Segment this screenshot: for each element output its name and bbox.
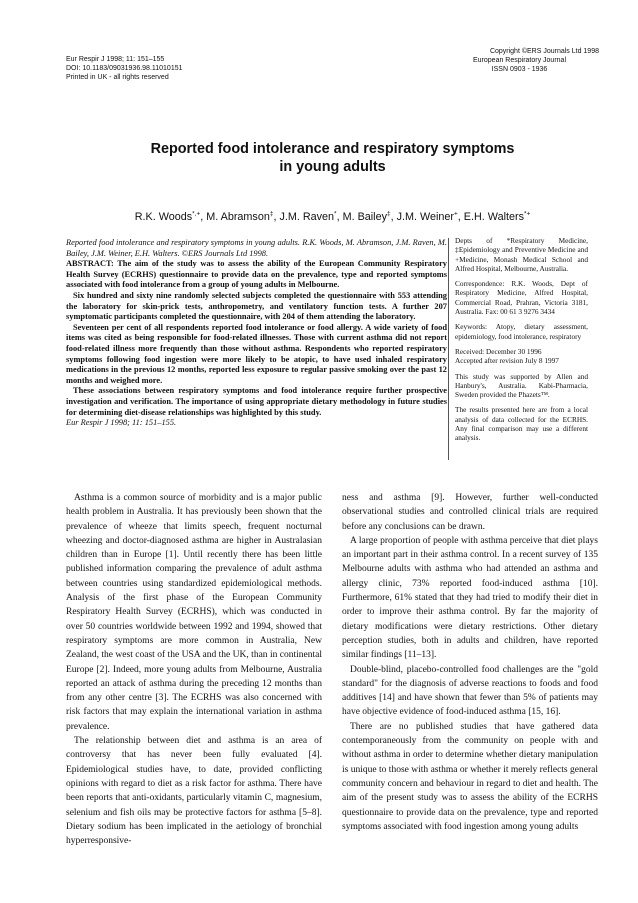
- abstract-paragraph: Six hundred and sixty nine randomly selected subjects completed the questionnaire with 553 attending the laboratory for skin-prick tests, anthropometry, and ventilatory function tests. A further 207 symptomatic participants completed the questionnaire, with 204 of them attending the laboratory.: [66, 290, 447, 322]
- body-paragraph: A large proportion of people with asthma perceive that diet plays an important part in their asthma control. In a recent survey of 135 Melbourne adults with asthma who had attended an asthma and allergy clinic, 73% reported food-induced asthma [10]. Furthermore, 61% stated that they had tried to modify their diet in order to improve their asthma control. By far the majority of dietary modifications were dietary restrictions. Other dietary perception studies, both in adults and children, have reported similar findings [11–13].: [342, 535, 598, 661]
- author: R.K. Woods*,+: [134, 210, 201, 223]
- author: E.H. Walters*+: [463, 210, 531, 223]
- body-paragraph: Double-blind, placebo-controlled food challenges are the "gold standard" for the diagnosis of adverse reactions to foods and food additives [14] and have shown that fewer than 5% of patients may have objective evidence of food-induced asthma [15, 16].: [342, 664, 598, 718]
- affiliations: Depts of *Respiratory Medicine, ‡Epidemiology and Preventive Medicine and +Medicine, Monash Medical School and Alfred Hospital, Melbourne, Australia.: [455, 236, 588, 273]
- article-sidebar: [455, 236, 588, 449]
- abstract-paragraph: ABSTRACT: The aim of the study was to assess the ability of the European Community Respiratory Health Survey (ECRHS) questionnaire to provide data on the prevalence, type and reported symptoms associated with food intolerance from a group of young adults in Melbourne.: [66, 259, 447, 290]
- body-paragraph: Asthma is a common source of morbidity and is a major public health problem in Australia. It has previously been shown that the prevalence of wheeze that limits speech, frequent nocturnal wheezing and doctor-diagnosed asthma are higher in Australasian children than in Europe [1]. Until recently there has been little published information comparing the prevalence of adult asthma between countries using standardized epidemiological methods. Analysis of the first phase of the European Community Respiratory Health Survey (ECRHS), which was conducted in over 50 countries worldwide between 1992 and 1994, showed that respiratory symptoms are more common in Australia, New Zealand, the west coast of the USA and the UK, than in continental Europe [2]. Indeed, more young adults from Melbourne, Australia reported an attack of asthma during the preceding 12 months than from any other centre [3]. The ECRHS was also concerned with risk factors that may explain the international variation in asthma prevalence.: [66, 493, 322, 732]
- keywords: Keywords: Atopy, dietary assessment, epidemiology, food intolerance, respiratory: [455, 322, 588, 341]
- doi: DOI: 10.1183/09031936.98.11010151: [66, 65, 183, 72]
- body-paragraph: The relationship between diet and asthma is an area of controversy that has never been fully evaluated [4]. Epidemiological studies have, to date, provided conflicting opinions with regard to diet as a risk factor for asthma. There have been reports that anti-oxidants, particularly vitamin C, magnesium, selenium and fish oils may be protective factors for asthma [5–8]. Dietary sodium has been implicated in the aetiology of bronchial hyperresponsive-: [66, 736, 322, 847]
- journal-header-left: [66, 55, 183, 82]
- article-title: [66, 140, 599, 176]
- abstract-citation: Reported food intolerance and respiratory symptoms in young adults. R.K. Woods, M. Abramson, J.M. Raven, M. Bailey, J.M. Weiner, E.H. Walters. ©ERS Journals Ltd 1998.: [66, 238, 447, 258]
- issn: ISSN 0903 - 1936: [491, 66, 548, 73]
- body-paragraph: ness and asthma [9]. However, further well-conducted observational studies and controlled clinical trials are required before any conclusions can be drawn.: [342, 493, 598, 532]
- correspondence: Correspondence: R.K. Woods, Dept of Respiratory Medicine, Alfred Hospital, Commercial Road, Prahran, Victoria 3181, Australia. Fax: 00 61 3 9276 3434: [455, 279, 588, 317]
- title-line-2: in young adults: [279, 159, 386, 175]
- author: J.M. Weiner+: [396, 210, 458, 223]
- analysis-note: The results presented here are from a local analysis of data collected for the ECRHS. Any final comparison may use a different analysis.: [455, 405, 588, 443]
- received-date: Received: December 30 1996: [455, 346, 542, 356]
- abstract-paragraph: These associations between respiratory symptoms and food intolerance require further prospective investigation and verification. The importance of using appropriate dietary methodology in future studies for determining diet-disease relationships was highlighted by this study.: [66, 386, 447, 417]
- body-column-left: [66, 491, 322, 848]
- abstract-paragraph: Seventeen per cent of all respondents reported food intolerance or food allergy. A wide variety of food items was cited as being responsible for food-related illnesses. Those with current asthma did not report food-related illness more frequently than those without asthma. Respondents who reported respiratory symptoms following food ingestion were more likely to be atopic, to have used inhaled respiratory medications in the previous 12 months, reported less exposure to regular passive smoking over the past 12 months and weighed more.: [66, 322, 447, 385]
- author: J.M. Raven*: [279, 210, 337, 223]
- journal-header-right: [440, 47, 599, 74]
- journal-reference: Eur Respir J 1998; 11: 151–155: [66, 56, 165, 63]
- author: M. Abramson‡: [206, 210, 274, 223]
- body-paragraph: There are no published studies that have gathered data contemporaneously from the community on people with and without asthma in order to determine whether dietary manipulation is unique to those with asthma or whether it merely reflects general community concern and behaviour in regard to diet and health. The aim of the present study was to assess the ability of the ECRHS questionnaire to provide data on the prevalence, type and reported symptoms associated with food ingestion among young adults: [342, 721, 598, 832]
- sidebar-divider: [448, 238, 449, 460]
- funding-note: This study was supported by Allen and Hanbury's, Australia. Kabi-Pharmacia, Sweden provided the Phazets™.: [455, 371, 588, 400]
- copyright: Copyright ©ERS Journals Ltd 1998: [489, 48, 599, 55]
- title-line-1: Reported food intolerance and respiratory symptoms: [150, 141, 515, 157]
- abstract: [66, 238, 447, 429]
- body-column-right: [342, 491, 598, 834]
- abstract-footer-citation: Eur Respir J 1998; 11: 151–155.: [66, 418, 177, 428]
- author: M. Bailey‡: [342, 210, 391, 223]
- printed-note: Printed in UK - all rights reserved: [66, 74, 169, 81]
- author-list: R.K. Woods*,+, M. Abramson‡, J.M. Raven*, M. Bailey‡, J.M. Weiner+, E.H. Walters*+: [134, 210, 531, 223]
- accepted-date: Accepted after revision July 8 1997: [455, 356, 559, 366]
- dates: [455, 347, 588, 366]
- journal-name: European Respiratory Journal: [473, 57, 566, 64]
